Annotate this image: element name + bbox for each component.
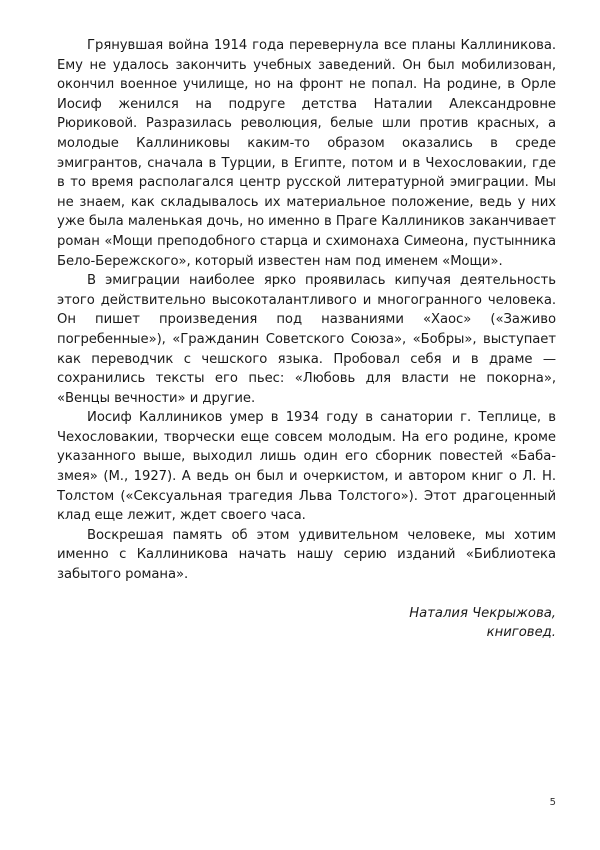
signature-name: Наталия Чекрыжова, <box>409 605 556 621</box>
paragraph-series-intro: Воскрешая память об этом удивительном человеке, мы хотим именно с Каллиникова начать нашу серию изданий «Библиотека забытого романа». <box>57 527 556 583</box>
signature-role: книговед. <box>486 625 556 641</box>
author-signature <box>57 604 556 643</box>
page-number: 5 <box>549 797 556 808</box>
paragraph-war-and-emigration: Грянувшая война 1914 года перевернула все планы Каллиникова. Ему не удалось закончить учебных заведений. Он был мобилизован, окончил военное училище, но на фронт не попал. На родине, в Орле Иосиф женился на подруге детства Наталии Александровне Рюриковой. Разразилась революция, белые шли против красных, а молодые Каллиниковы каким-то образом оказались в среде эмигрантов, сначала в Турции, в Египте, потом и в Чехословакии, где в то время располагался центр русской литературной эмиграции. Мы не знаем, как складывалось их материальное положение, ведь у них уже была маленькая дочь, но именно в Праге Каллиников заканчивает роман «Мощи преподобного старца и схимонаха Симеона, пустынника Бело-Бережского», который известен нам под именем «Мощи». <box>57 38 556 269</box>
document-page <box>57 36 556 643</box>
paragraph-death-and-legacy: Иосиф Каллиников умер в 1934 году в санатории г. Теплице, в Чехословакии, творчески еще совсем молодым. На его родине, кроме указанного выше, выходил лишь один его сборник повестей «Баба-змея» (М., 1927). А ведь он был и очеркистом, и автором книг о Л. Н. Толстом («Сексуальная трагедия Льва Толстого»). Этот драгоценный клад еще лежит, ждет своего часа. <box>57 410 556 524</box>
paragraph-emigration-works: В эмиграции наиболее ярко проявилась кипучая деятельность этого действительно высокоталантливого и многогранного человека. Он пишет произведения под названиями «Хаос» («Заживо погребенные»), «Гражданин Советского Союза», «Бобры», выступает как переводчик с чешского языка. Пробовал себя и в драме — сохранились тексты его пьес: «Любовь для власти не покорна», «Венцы вечности» и другие. <box>57 273 556 406</box>
